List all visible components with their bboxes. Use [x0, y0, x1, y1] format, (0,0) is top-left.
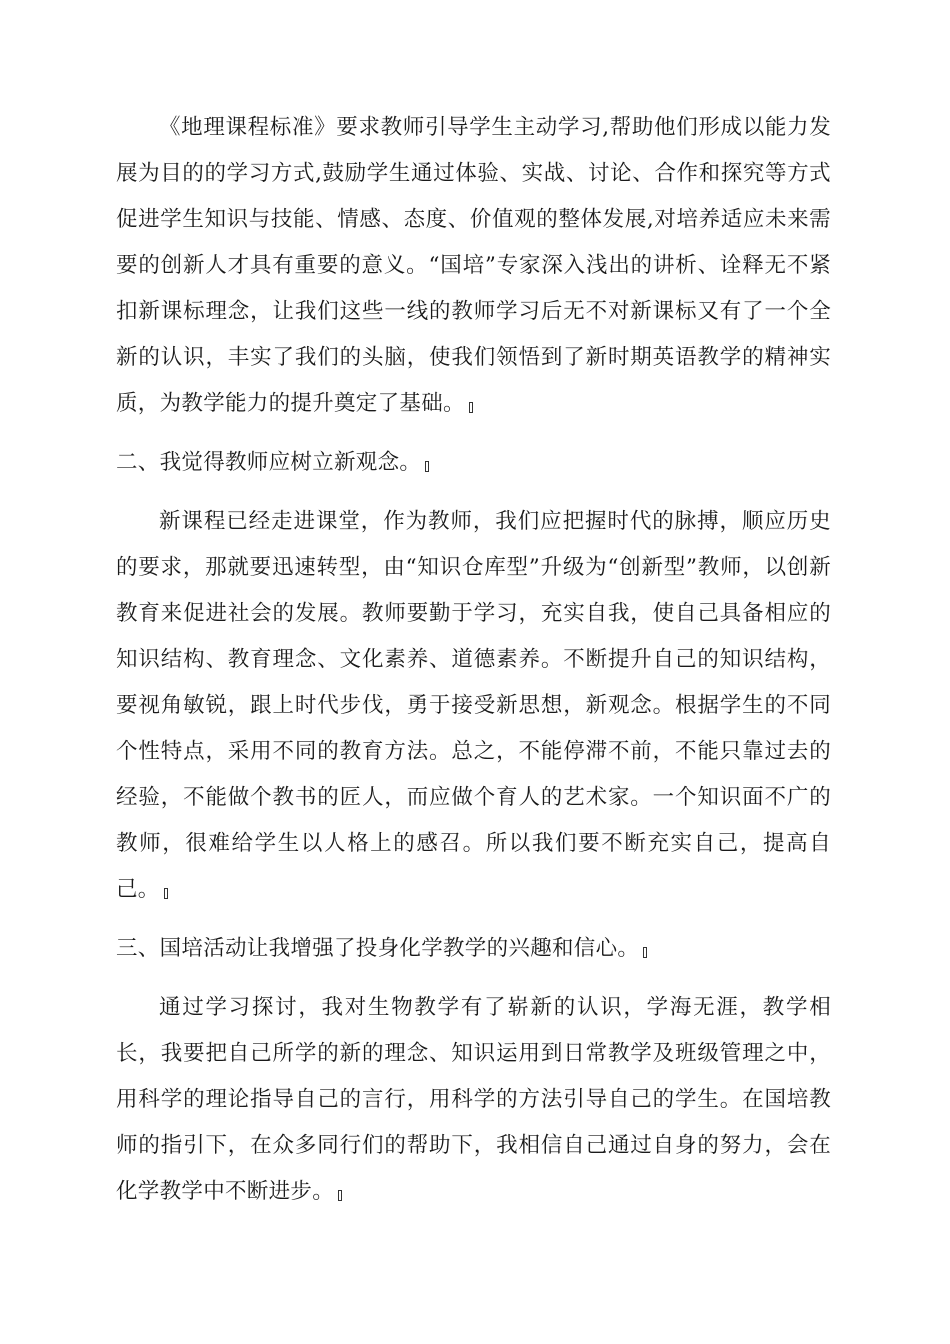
document-body — [116, 105, 831, 1215]
paragraph-mark-icon — [469, 402, 473, 413]
paragraph-mark-icon — [425, 461, 429, 472]
paragraph-spacer — [116, 913, 831, 926]
paragraph-mark-icon — [338, 1190, 342, 1201]
paragraph-text: 通过学习探讨，我对生物教学有了崭新的认识，学海无涯，教学相长，我要把自己所学的新的理念、知识运用到日常教学及班级管理之中，用科学的理论指导自己的言行，用科学的方法引导自己的学生。在国培教师的指引下，在众多同行们的帮助下，我相信自己通过自身的努力，会在化学教学中不断进步。 — [116, 995, 831, 1204]
section-heading-two — [116, 440, 831, 486]
paragraph-spacer — [116, 486, 831, 499]
paragraph-text: 《地理课程标准》要求教师引导学生主动学习,帮助他们形成以能力发展为目的的学习方式,鼓励学生通过体验、实战、讨论、合作和探究等方式促进学生知识与技能、情感、态度、价值观的整体发展,对培养适应未来需要的创新人才具有重要的意义。“国培”专家深入浅出的讲析、诠释无不紧扣新课标理念，让我们这些一线的教师学习后无不对新课标又有了一个全新的认识，丰实了我们的头脑，使我们领悟到了新时期英语教学的精神实质，为教学能力的提升奠定了基础。 — [116, 115, 831, 416]
paragraph-curriculum-standard — [116, 105, 831, 427]
paragraph-spacer — [116, 427, 831, 440]
heading-text: 三、国培活动让我增强了投身化学教学的兴趣和信心。 — [116, 936, 640, 961]
paragraph-mark-icon — [643, 947, 647, 958]
section-heading-three — [116, 926, 831, 972]
paragraph-spacer — [116, 972, 831, 985]
paragraph-mark-icon — [164, 888, 168, 899]
paragraph-teaching-progress — [116, 985, 831, 1215]
paragraph-new-concepts — [116, 499, 831, 913]
heading-text: 二、我觉得教师应树立新观念。 — [116, 450, 422, 475]
paragraph-text: 新课程已经走进课堂，作为教师，我们应把握时代的脉搏，顺应历史的要求，那就要迅速转型，由“知识仓库型”升级为“创新型”教师，以创新教育来促进社会的发展。教师要勤于学习，充实自我，使自己具备相应的知识结构、教育理念、文化素养、道德素养。不断提升自己的知识结构，要视角敏锐，跟上时代步伐，勇于接受新思想，新观念。根据学生的不同个性特点，采用不同的教育方法。总之，不能停滞不前，不能只靠过去的经验，不能做个教书的匠人，而应做个育人的艺术家。一个知识面不广的教师，很难给学生以人格上的感召。所以我们要不断充实自己，提高自己。 — [116, 509, 831, 902]
